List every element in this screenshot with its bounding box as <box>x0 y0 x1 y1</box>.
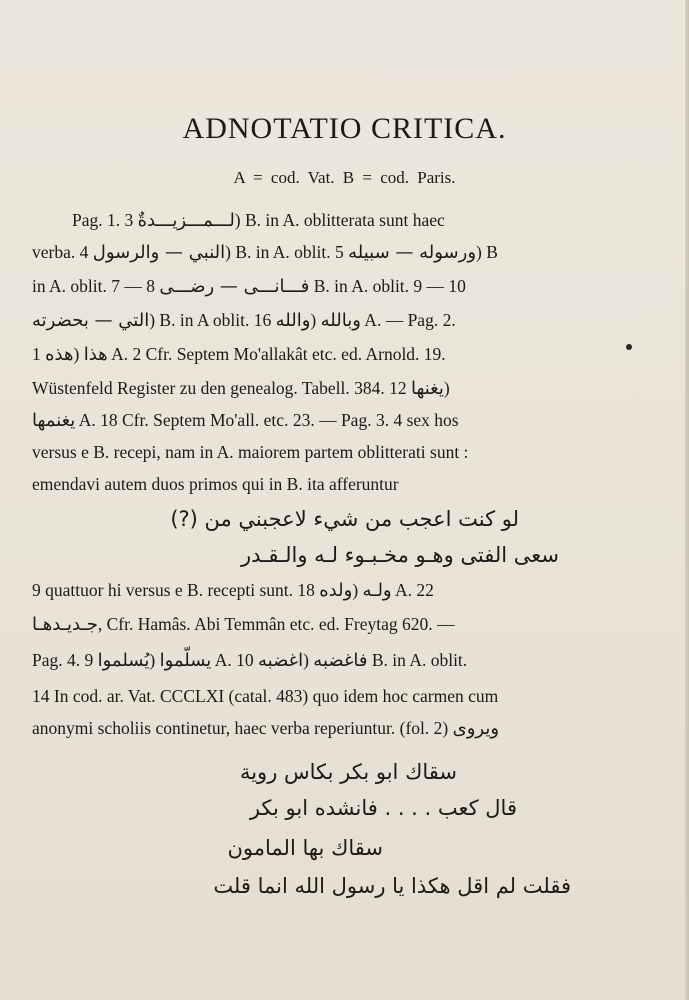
arabic-word: هذا <box>83 344 108 365</box>
text-line <box>32 650 467 671</box>
latin-text: 14 In cod. ar. Vat. CCCLXI (catal. 483) quo idem hoc carmen cum <box>32 686 499 706</box>
arabic-word: اغضبه <box>257 650 304 671</box>
text-line <box>32 474 399 495</box>
arabic-word: والله <box>275 310 311 331</box>
arabic-verse: سقاك ابو بكر بكاس روية <box>239 760 457 784</box>
text-line <box>32 718 499 739</box>
latin-text: A. — Pag. 2. <box>360 310 456 330</box>
arabic-verse: سقاك بها المامون <box>227 836 383 860</box>
arabic-verse: سعى الفتى وهـو مخـبـوء لـه والـقـدر <box>241 543 559 567</box>
arabic-word: وبالله <box>320 310 361 331</box>
latin-text: ) <box>443 378 450 398</box>
arabic-word: يسلّموا <box>159 650 212 671</box>
latin-text: ) B. in A oblit. 16 <box>149 310 276 330</box>
latin-text: ) <box>73 344 84 364</box>
latin-text: in A. oblit. 7 — 8 <box>32 276 160 296</box>
text-line <box>32 310 456 331</box>
latin-text: emendavi autem duos primos qui in B. ita afferuntur <box>32 474 399 494</box>
text-line <box>72 210 445 231</box>
latin-text: anonymi scholiis continetur, haec verba reperiuntur. (fol. 2) <box>32 718 453 738</box>
arabic-word: يُسلموا <box>97 650 150 671</box>
latin-text: B. in A. oblit. 9 — 10 <box>309 276 466 296</box>
arabic-verse: فقلت لم اقل هكذا يا رسول الله انما قلت <box>213 874 571 898</box>
arabic-word: ولـه <box>362 580 392 601</box>
arabic-word: لـــمـــزيـــدةٌ <box>137 210 235 231</box>
latin-text: Wüstenfeld Register zu den genealog. Tabell. 384. 12 <box>32 378 411 398</box>
text-line <box>32 242 498 263</box>
arabic-word: ويروى <box>452 718 500 739</box>
arabic-verse: لو كنت اعجب من شيء لاعجبني من (?) <box>170 507 519 531</box>
arabic-word: هذه <box>45 344 74 365</box>
latin-text: Pag. 1. 3 <box>72 210 138 230</box>
arabic-verse: قال كعب . . . . فانشده ابو بكر <box>249 796 517 820</box>
arabic-word: جـديـدهـا <box>32 614 98 635</box>
latin-text: A. 22 <box>391 580 434 600</box>
latin-text: verba. 4 <box>32 242 93 262</box>
arabic-word: فـــانـــى — رضـــى <box>159 276 310 297</box>
latin-text: Pag. 4. 9 <box>32 650 98 670</box>
latin-text: A. 2 Cfr. Septem Mo'allakât etc. ed. Arnold. 19. <box>107 344 446 364</box>
latin-text: ) <box>303 650 314 670</box>
text-line <box>32 410 459 431</box>
arabic-word: فاغضبه <box>313 650 368 671</box>
latin-text: A. 18 Cfr. Septem Mo'all. etc. 23. — Pag. 3. 4 sex hos <box>75 410 459 430</box>
latin-text: , Cfr. Hamâs. Abi Temmân etc. ed. Freytag 620. — <box>97 614 455 634</box>
latin-text: ) <box>352 580 363 600</box>
text-line <box>32 378 450 399</box>
arabic-word: التي — بحضرته <box>32 310 150 331</box>
latin-text: ) B <box>476 242 498 262</box>
page-edge <box>685 0 689 1000</box>
latin-text: A. 10 <box>211 650 258 670</box>
arabic-word: ورسوله — سبيله <box>348 242 477 263</box>
page-title: ADNOTATIO CRITICA. <box>182 112 507 145</box>
ink-speck <box>626 344 632 350</box>
arabic-word: النبي — والرسول <box>92 242 226 263</box>
sigla-line: A = cod. Vat. B = cod. Paris. <box>233 168 456 187</box>
latin-text: 1 <box>32 344 46 364</box>
text-line <box>32 580 434 601</box>
text-line <box>32 614 455 635</box>
latin-text: ) <box>149 650 160 670</box>
latin-text: ) B. in A. oblitterata sunt haec <box>234 210 445 230</box>
text-line <box>32 442 468 463</box>
latin-text: ) <box>310 310 321 330</box>
arabic-word: يغنها <box>410 378 444 399</box>
latin-text: versus e B. recepi, nam in A. maiorem partem oblitterati sunt : <box>32 442 469 462</box>
latin-text: 9 quattuor hi versus e B. recepti sunt. 18 <box>32 580 320 600</box>
latin-text: B. in A. oblit. <box>367 650 468 670</box>
latin-text: ) B. in A. oblit. 5 <box>225 242 349 262</box>
text-line <box>32 686 498 707</box>
arabic-word: يغنمها <box>32 410 76 431</box>
arabic-word: ولده <box>319 580 353 601</box>
text-line <box>32 276 466 297</box>
text-line <box>32 344 446 365</box>
